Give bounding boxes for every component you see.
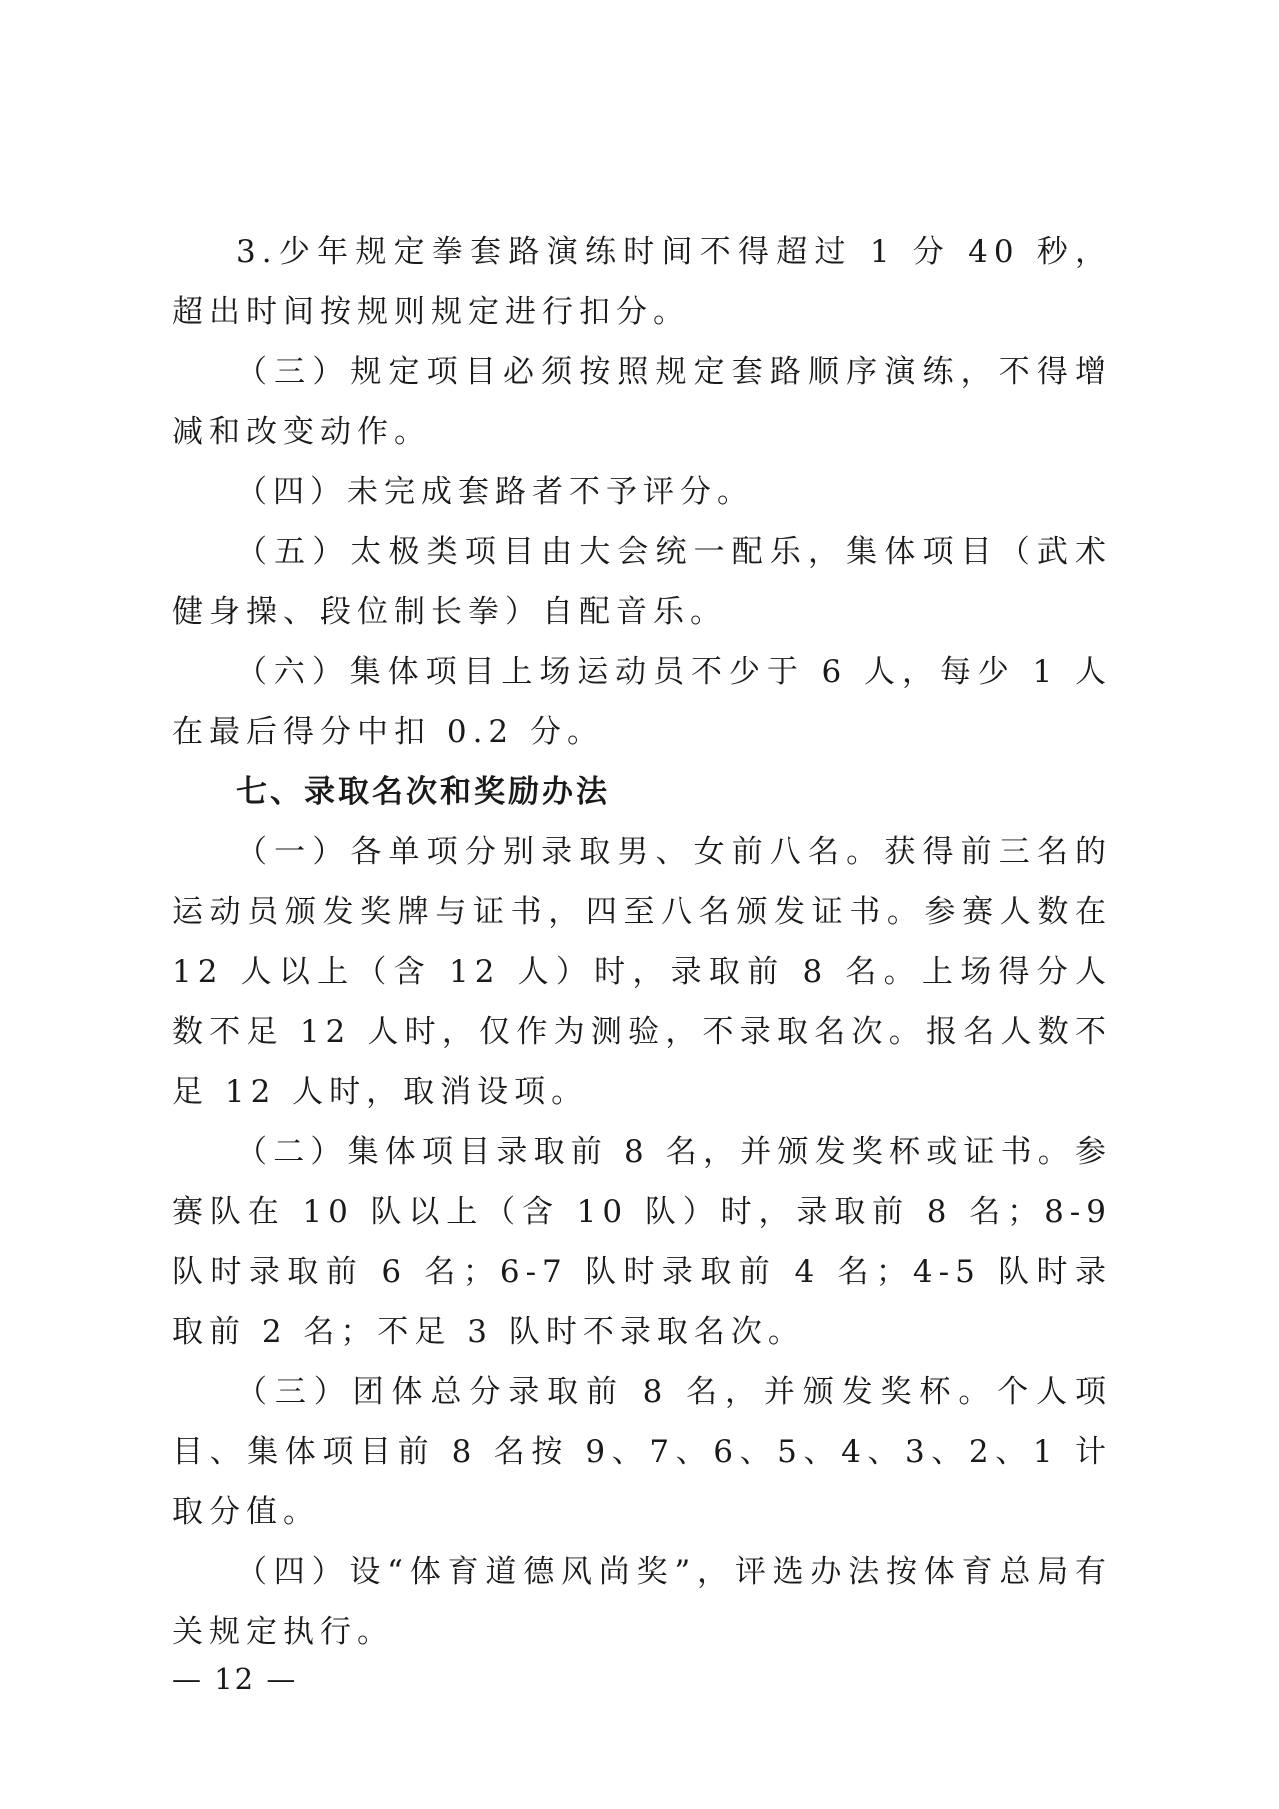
paragraph-youth-routine-time: 3.少年规定拳套路演练时间不得超过 1 分 40 秒，超出时间按规则规定进行扣分。 bbox=[172, 234, 1112, 330]
paragraph-award-two: （二）集体项目录取前 8 名，并颁发奖杯或证书。参赛队在 10 队以上（含 10 队）时，录取前 8 名；8-9 队时录取前 6 名；6-7 队时录取前 4 名；4-5 队时录取前 2 名；不足 3 队时不录取名次。 bbox=[172, 1134, 1112, 1350]
paragraph-award-three: （三）团体总分录取前 8 名，并颁发奖杯。个人项目、集体项目前 8 名按 9、7、6、5、4、3、2、1 计取分值。 bbox=[172, 1374, 1112, 1530]
section-heading-awards: 七、录取名次和奖励办法 bbox=[236, 774, 610, 810]
paragraph-award-one: （一）各单项分别录取男、女前八名。获得前三名的运动员颁发奖牌与证书，四至八名颁发证书。参赛人数在 12 人以上（含 12 人）时，录取前 8 名。上场得分人数不足 12 人时，仅作为测验，不录取名次。报名人数不足 12 人时，取消设项。 bbox=[172, 834, 1112, 1110]
paragraph-rule-four: （四）未完成套路者不予评分。 bbox=[236, 474, 754, 510]
paragraph-award-four: （四）设“体育道德风尚奖”，评选办法按体育总局有关规定执行。 bbox=[172, 1554, 1112, 1650]
paragraph-rule-three: （三）规定项目必须按照规定套路顺序演练，不得增减和改变动作。 bbox=[172, 354, 1112, 450]
document-body bbox=[172, 222, 1112, 1662]
paragraph-rule-six: （六）集体项目上场运动员不少于 6 人，每少 1 人在最后得分中扣 0.2 分。 bbox=[172, 654, 1112, 750]
page-number: — 12 — bbox=[172, 1662, 298, 1696]
paragraph-rule-five: （五）太极类项目由大会统一配乐，集体项目（武术健身操、段位制长拳）自配音乐。 bbox=[172, 534, 1112, 630]
